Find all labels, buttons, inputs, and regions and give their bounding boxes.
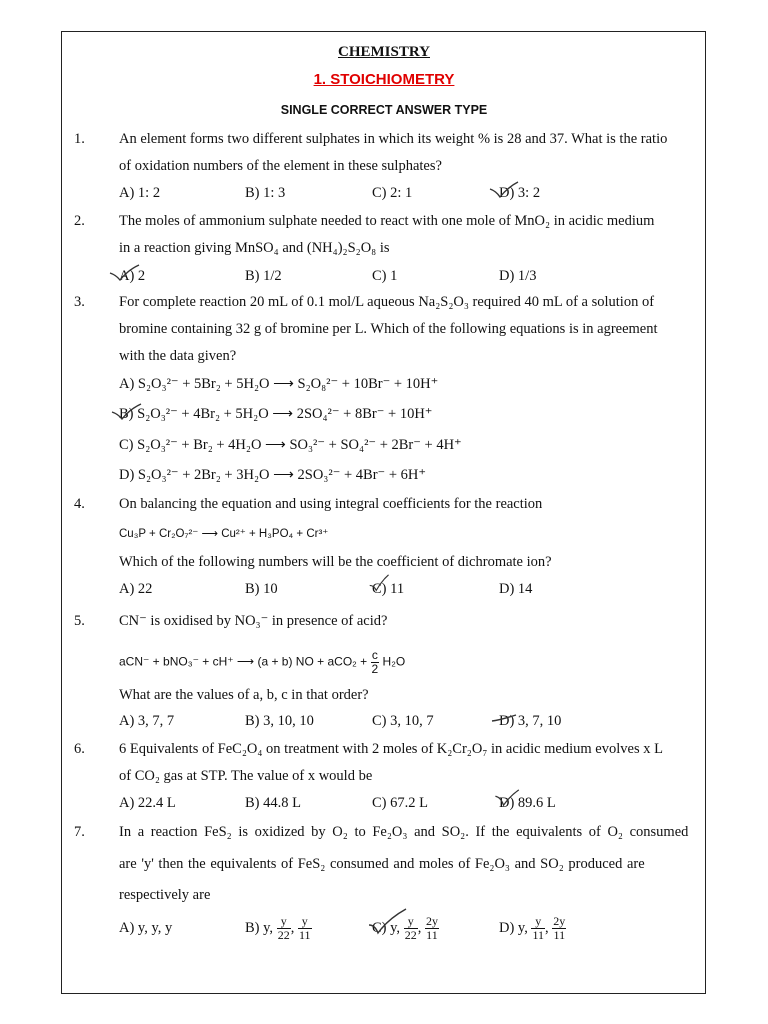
option-c: C) 11 [372, 581, 405, 597]
option-c: C) y, $\frac{y}{22}$ , $\frac{2y}{11}$ [372, 914, 438, 943]
question-text-line: An element forms two different sulphates in which its weight % is 28 and 37. What is the ratio [119, 131, 668, 147]
question-text-line: What are the values of a, b, c in that order? [119, 687, 369, 703]
option-fraction [531, 915, 545, 942]
option-b: B) 1: 3 [245, 185, 286, 201]
fraction-denominator: 11 [426, 928, 438, 943]
option-c: C) 67.2 L [372, 795, 428, 811]
option-c: C) 2: 1 [372, 185, 413, 201]
option-d: D) 1/3 [499, 268, 537, 284]
equation-right: H₂O [382, 654, 406, 669]
question-text-line: The moles of ammonium sulphate needed to react with one mole of MnO₂ in acidic medium [119, 213, 655, 229]
question-number: 2. [74, 213, 85, 229]
option-a: A) y, y, y [119, 920, 173, 936]
question-text-line: of oxidation numbers of the element in these sulphates? [119, 158, 442, 174]
option-a: A) S₂O₃²⁻ + 5Br₂ + 5H₂O ⟶ S₂O₈²⁻ + 10Br⁻ + 10H⁺ [119, 376, 439, 392]
question-number: 6. [74, 741, 85, 757]
option-d: D) y, $\frac{y}{11}$ , $\frac{2y}{11}$ [499, 914, 566, 943]
fraction-numerator: y [404, 915, 418, 929]
question-text-line: For complete reaction 20 mL of 0.1 mol/L aqueous Na₂S₂O₃ required 40 mL of a solution of [119, 294, 655, 310]
reaction-equation [119, 649, 405, 676]
option-d: D) S₂O₃²⁻ + 2Br₂ + 3H₂O ⟶ 2SO₃²⁻ + 4Br⁻ + 6H⁺ [119, 467, 426, 483]
option-d: D) 14 [499, 581, 533, 597]
option-b: B) 1/2 [245, 268, 282, 284]
question-text-line: respectively are [119, 887, 211, 903]
question-text-line: Which of the following numbers will be the coefficient of dichromate ion? [119, 554, 552, 570]
option-b: B) S₂O₃²⁻ + 4Br₂ + 5H₂O ⟶ 2SO₄²⁻ + 8Br⁻ + 10H⁺ [119, 406, 433, 422]
fraction-denominator: 11 [553, 928, 566, 943]
option-c: C) S₂O₃²⁻ + Br₂ + 4H₂O ⟶ SO₃²⁻ + SO₄²⁻ + 2Br⁻ + 4H⁺ [119, 437, 462, 453]
question-number: 7. [74, 824, 85, 840]
fraction-denominator: 11 [532, 928, 545, 943]
option-a: A) 22.4 L [119, 795, 176, 811]
option-c: C) 1 [372, 268, 398, 284]
chapter-title: 1. STOICHIOMETRY [313, 71, 455, 88]
option-label: C) y, [372, 920, 401, 936]
question-text-line: CN⁻ is oxidised by NO₃⁻ in presence of acid? [119, 613, 388, 629]
fraction-numerator: 2y [553, 914, 566, 929]
option-fraction [277, 915, 291, 942]
fraction-numerator: c [371, 648, 378, 662]
option-d: D) 3, 7, 10 [499, 713, 562, 729]
option-label: D) y, [499, 920, 528, 936]
question-text-line: 6 Equivalents of FeC₂O₄ on treatment with 2 moles of K₂Cr₂O₇ in acidic medium evolves x L [119, 741, 663, 757]
question-text-line: of CO₂ gas at STP. The value of x would be [119, 768, 373, 784]
option-d: D) 89.6 L [499, 795, 556, 811]
fraction-numerator: y [531, 915, 545, 929]
question-number: 1. [74, 131, 85, 147]
section-heading: SINGLE CORRECT ANSWER TYPE [280, 103, 488, 117]
option-a: A) 22 [119, 581, 153, 597]
question-text-line: bromine containing 32 g of bromine per L. Which of the following equations is in agreement [119, 321, 658, 337]
question-text-line: In a reaction FeS₂ is oxidized by O₂ to Fe₂O₃ and SO₂. If the equivalents of O₂ consumed [119, 824, 689, 840]
option-a: A) 2 [119, 268, 146, 284]
option-a: A) 3, 7, 7 [119, 713, 175, 729]
question-text-line: are 'y' then the equivalents of FeS₂ consumed and moles of Fe₂O₃ and SO₂ produced are [119, 856, 645, 872]
option-fraction [404, 915, 418, 942]
option-b: B) 44.8 L [245, 795, 301, 811]
question-text-line: in a reaction giving MnSO₄ and (NH₄)₂S₂O₈ is [119, 240, 390, 256]
option-c: C) 3, 10, 7 [372, 713, 434, 729]
question-number: 3. [74, 294, 85, 310]
equation-left: aCN⁻ + bNO₃⁻ + cH⁺ ⟶ (a + b) NO + aCO₂ + [119, 654, 368, 669]
option-label: B) y, [245, 920, 274, 936]
question-text-line: with the data given? [119, 348, 237, 364]
fraction-numerator: y [298, 915, 312, 929]
question-text-line: On balancing the equation and using integral coefficients for the reaction [119, 496, 543, 512]
option-b: B) 10 [245, 581, 278, 597]
question-number: 4. [74, 496, 85, 512]
fraction-denominator: 2 [371, 662, 379, 676]
option-fraction [552, 915, 566, 942]
option-b: B) y, $\frac{y}{22}$ , $\frac{y}{11}$ [245, 914, 311, 943]
fraction-denominator: 11 [298, 928, 311, 943]
option-b: B) 3, 10, 10 [245, 713, 314, 729]
fraction-denominator: 22 [277, 928, 290, 943]
option-fraction [298, 915, 312, 942]
reaction-equation: Cu₃P + Cr₂O₇²⁻ ⟶ Cu²⁺ + H₃PO₄ + Cr³⁺ [119, 528, 329, 540]
fraction-denominator: 22 [404, 928, 417, 943]
subject-title: CHEMISTRY [338, 44, 430, 60]
question-number: 5. [74, 613, 85, 629]
fraction-numerator: y [277, 915, 291, 929]
option-a: A) 1: 2 [119, 185, 161, 201]
option-d: D) 3: 2 [499, 185, 541, 201]
option-fraction [425, 915, 439, 942]
fraction-numerator: 2y [425, 914, 438, 929]
equation-fraction [371, 649, 380, 676]
